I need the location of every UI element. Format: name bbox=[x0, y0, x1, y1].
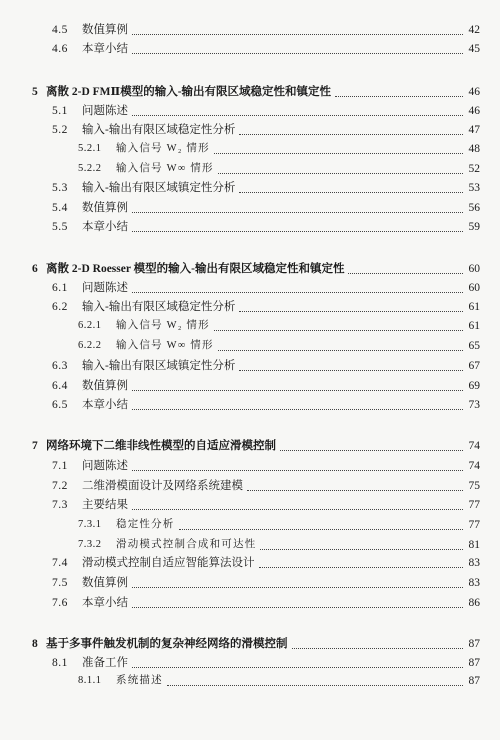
entry-number: 7.3.1 bbox=[78, 519, 102, 530]
entry-number: 6.4 bbox=[52, 380, 68, 392]
entry-title: 问题陈述 bbox=[82, 282, 128, 294]
toc-section-entry bbox=[0, 477, 500, 495]
entry-title: 基于多事件触发机制的复杂神经网络的滑模控制 bbox=[46, 638, 288, 650]
dot-leader bbox=[239, 360, 463, 371]
page-number: 74 bbox=[468, 460, 480, 472]
entry-title: 本章小结 bbox=[82, 399, 128, 411]
page-number: 46 bbox=[468, 105, 480, 117]
page-number: 87 bbox=[468, 638, 480, 650]
page-number: 60 bbox=[468, 282, 480, 294]
dot-leader bbox=[239, 182, 463, 193]
toc-section-entry bbox=[0, 179, 500, 197]
entry-number: 8.1.1 bbox=[78, 675, 102, 686]
toc-subsection-entry bbox=[0, 317, 500, 335]
toc-subsection-entry bbox=[0, 140, 500, 158]
toc-section-entry bbox=[0, 121, 500, 139]
page-number: 61 bbox=[468, 320, 480, 332]
dot-leader bbox=[247, 480, 463, 491]
toc-chapter-entry bbox=[0, 437, 500, 455]
toc-subsection-entry bbox=[0, 536, 500, 554]
page-number: 77 bbox=[468, 519, 480, 531]
page-number: 59 bbox=[468, 221, 480, 233]
page-number: 77 bbox=[468, 499, 480, 511]
page-number: 65 bbox=[468, 340, 480, 352]
entry-number: 5.2.1 bbox=[78, 143, 102, 154]
dot-leader bbox=[280, 440, 463, 451]
toc-section-entry bbox=[0, 218, 500, 236]
page-number: 61 bbox=[468, 301, 480, 313]
page-number: 74 bbox=[468, 440, 480, 452]
entry-number: 4.6 bbox=[52, 43, 68, 55]
dot-leader bbox=[348, 263, 463, 274]
dot-leader bbox=[214, 143, 463, 154]
entry-number: 6.2.2 bbox=[78, 340, 102, 351]
entry-number: 6 bbox=[32, 263, 38, 275]
entry-number: 5.4 bbox=[52, 202, 68, 214]
toc-chapter-entry bbox=[0, 635, 500, 653]
toc-subsection-entry bbox=[0, 160, 500, 178]
toc-section-entry bbox=[0, 594, 500, 612]
entry-number: 5.2.2 bbox=[78, 163, 102, 174]
dot-leader bbox=[132, 499, 463, 510]
entry-number: 5.2 bbox=[52, 124, 68, 136]
entry-title: 滑动模式控制自适应智能算法设计 bbox=[82, 557, 255, 569]
entry-title: 输入信号 W∞ 情形 bbox=[116, 340, 214, 351]
entry-number: 7.5 bbox=[52, 577, 68, 589]
page-number: 48 bbox=[468, 143, 480, 155]
dot-leader bbox=[132, 24, 463, 35]
entry-number: 5.3 bbox=[52, 182, 68, 194]
dot-leader bbox=[218, 163, 463, 174]
toc-section-entry bbox=[0, 279, 500, 297]
dot-leader bbox=[239, 124, 463, 135]
toc-section-entry bbox=[0, 298, 500, 316]
entry-number: 7.4 bbox=[52, 557, 68, 569]
toc-section-entry bbox=[0, 40, 500, 58]
entry-number: 7 bbox=[32, 440, 38, 452]
entry-title: 输入信号 W₂ 情形 bbox=[116, 320, 210, 331]
page-number: 52 bbox=[468, 163, 480, 175]
entry-title: 二维滑模面设计及网络系统建模 bbox=[82, 480, 243, 492]
toc-section-entry bbox=[0, 554, 500, 572]
page-number: 87 bbox=[468, 657, 480, 669]
page-number: 42 bbox=[468, 24, 480, 36]
page-number: 86 bbox=[468, 597, 480, 609]
entry-number: 6.1 bbox=[52, 282, 68, 294]
page-number: 46 bbox=[468, 86, 480, 98]
entry-title: 稳定性分析 bbox=[116, 519, 175, 530]
dot-leader bbox=[335, 86, 463, 97]
toc-section-entry bbox=[0, 21, 500, 39]
entry-title: 离散 2-D FMⅡ模型的输入-输出有限区域稳定性和镇定性 bbox=[46, 86, 332, 98]
dot-leader bbox=[132, 657, 463, 668]
dot-leader bbox=[260, 539, 463, 550]
toc-chapter-entry bbox=[0, 260, 500, 278]
entry-title: 输入-输出有限区域稳定性分析 bbox=[82, 124, 236, 136]
toc-subsection-entry bbox=[0, 337, 500, 355]
entry-number: 6.2 bbox=[52, 301, 68, 313]
entry-number: 6.5 bbox=[52, 399, 68, 411]
dot-leader bbox=[132, 221, 463, 232]
page-number: 73 bbox=[468, 399, 480, 411]
entry-title: 本章小结 bbox=[82, 221, 128, 233]
entry-title: 本章小结 bbox=[82, 43, 128, 55]
dot-leader bbox=[132, 202, 463, 213]
entry-title: 主要结果 bbox=[82, 499, 128, 511]
page-number: 60 bbox=[468, 263, 480, 275]
toc-section-entry bbox=[0, 377, 500, 395]
entry-title: 问题陈述 bbox=[82, 105, 128, 117]
dot-leader bbox=[132, 282, 463, 293]
page-number: 69 bbox=[468, 380, 480, 392]
entry-number: 7.3 bbox=[52, 499, 68, 511]
dot-leader bbox=[132, 597, 463, 608]
dot-leader bbox=[132, 105, 463, 116]
entry-number: 7.3.2 bbox=[78, 539, 102, 550]
toc-section-entry bbox=[0, 396, 500, 414]
page-number: 53 bbox=[468, 182, 480, 194]
toc-subsection-entry bbox=[0, 672, 500, 690]
dot-leader bbox=[292, 638, 464, 649]
toc-section-entry bbox=[0, 357, 500, 375]
entry-title: 数值算例 bbox=[82, 24, 128, 36]
entry-number: 5 bbox=[32, 86, 38, 98]
page-number: 81 bbox=[468, 539, 480, 551]
dot-leader bbox=[218, 340, 463, 351]
toc-section-entry bbox=[0, 199, 500, 217]
entry-title: 问题陈述 bbox=[82, 460, 128, 472]
entry-title: 输入-输出有限区域镇定性分析 bbox=[82, 360, 236, 372]
dot-leader bbox=[132, 43, 463, 54]
dot-leader bbox=[132, 577, 463, 588]
dot-leader bbox=[132, 460, 463, 471]
page-number: 75 bbox=[468, 480, 480, 492]
entry-number: 7.2 bbox=[52, 480, 68, 492]
entry-title: 系统描述 bbox=[116, 675, 163, 686]
entry-number: 4.5 bbox=[52, 24, 68, 36]
entry-number: 8.1 bbox=[52, 657, 68, 669]
page-number: 56 bbox=[468, 202, 480, 214]
page-number: 83 bbox=[468, 557, 480, 569]
dot-leader bbox=[179, 519, 464, 530]
toc-chapter-entry bbox=[0, 83, 500, 101]
entry-title: 网络环境下二维非线性模型的自适应滑模控制 bbox=[46, 440, 276, 452]
entry-title: 数值算例 bbox=[82, 577, 128, 589]
entry-number: 5.1 bbox=[52, 105, 68, 117]
toc-section-entry bbox=[0, 102, 500, 120]
entry-number: 5.5 bbox=[52, 221, 68, 233]
page-number: 45 bbox=[468, 43, 480, 55]
toc-subsection-entry bbox=[0, 516, 500, 534]
entry-title: 准备工作 bbox=[82, 657, 128, 669]
page-number: 83 bbox=[468, 577, 480, 589]
page-number: 47 bbox=[468, 124, 480, 136]
toc-section-entry bbox=[0, 654, 500, 672]
entry-title: 离散 2-D Roesser 模型的输入-输出有限区域稳定性和镇定性 bbox=[46, 263, 345, 275]
dot-leader bbox=[132, 399, 463, 410]
dot-leader bbox=[167, 675, 463, 686]
toc-section-entry bbox=[0, 457, 500, 475]
entry-title: 输入信号 W₂ 情形 bbox=[116, 143, 210, 154]
entry-title: 本章小结 bbox=[82, 597, 128, 609]
entry-title: 输入-输出有限区域镇定性分析 bbox=[82, 182, 236, 194]
dot-leader bbox=[259, 557, 464, 568]
page-number: 87 bbox=[468, 675, 480, 687]
dot-leader bbox=[132, 380, 463, 391]
entry-number: 8 bbox=[32, 638, 38, 650]
entry-number: 7.6 bbox=[52, 597, 68, 609]
entry-title: 输入信号 W∞ 情形 bbox=[116, 163, 214, 174]
entry-title: 滑动模式控制合成和可达性 bbox=[116, 539, 257, 550]
entry-title: 输入-输出有限区域稳定性分析 bbox=[82, 301, 236, 313]
entry-title: 数值算例 bbox=[82, 380, 128, 392]
entry-number: 7.1 bbox=[52, 460, 68, 472]
dot-leader bbox=[214, 320, 463, 331]
page-number: 67 bbox=[468, 360, 480, 372]
entry-title: 数值算例 bbox=[82, 202, 128, 214]
toc-section-entry bbox=[0, 496, 500, 514]
toc-section-entry bbox=[0, 574, 500, 592]
entry-number: 6.2.1 bbox=[78, 320, 102, 331]
dot-leader bbox=[239, 301, 463, 312]
entry-number: 6.3 bbox=[52, 360, 68, 372]
